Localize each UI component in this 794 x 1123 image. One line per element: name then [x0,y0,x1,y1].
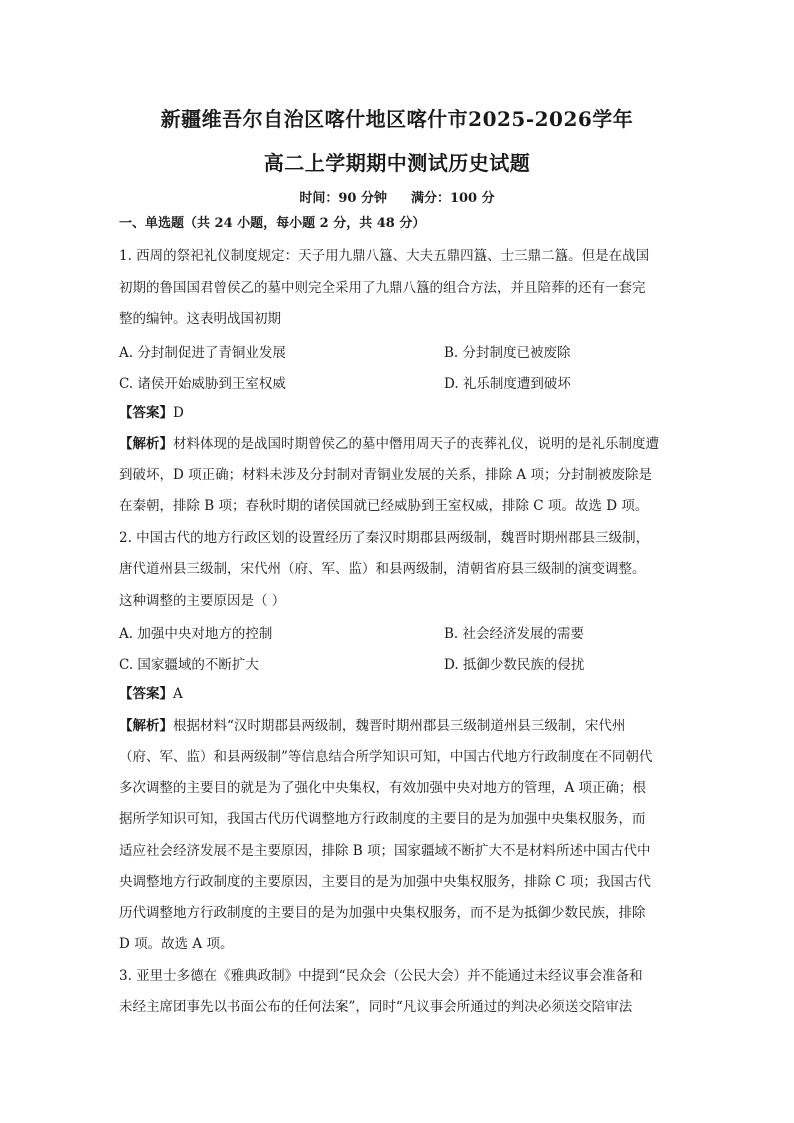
q2-analysis-line: 据所学知识可知，我国古代历代调整地方行政制度的主要目的是为加强中央集权服务，而 [119,811,646,827]
exam-score: 满分：100 分 [410,191,495,206]
exam-title-line-1: 新疆维吾尔自治区喀什地区喀什市2025-2026学年 [160,107,634,131]
q3-stem-line: 未经主席团事先以书面公布的任何法案”，同时“凡议事会所通过的判决必须送交陪审法 [119,999,633,1015]
exam-info [0,187,794,206]
q2-analysis-line: D 项。故选 A 项。 [119,936,234,952]
analysis-text: 材料体现的是战国时期曾侯乙的墓中僭用周天子的丧葬礼仪，说明的是礼乐制度遭 [173,436,659,452]
q1-analysis-line: 到破坏，D 项正确；材料未涉及分封制对青铜业发展的关系，排除 A 项；分封制被废除是 [119,467,652,483]
q3-stem-line: 3. 亚里士多德在《雅典政制》中提到“民众会（公民大会）并不能通过未经议事会准备和 [119,968,643,984]
q2-option-b: B. 社会经济发展的需要 [444,626,585,642]
q1-option-a: A. 分封制促进了青铜业发展 [119,345,286,361]
q2-answer [119,684,679,704]
analysis-label: 【解析】 [119,718,173,734]
q2-analysis-line: （府、军、监）和县两级制”等信息结合所学知识可知，中国古代地方行政制度在不同朝代 [119,749,653,765]
answer-label: 【答案】 [119,405,173,421]
q1-option-b: B. 分封制度已被废除 [444,345,571,361]
answer-label: 【答案】 [119,686,173,702]
q1-stem-line: 初期的鲁国国君曾侯乙的墓中则完全采用了九鼎八簋的组合方法，并且陪葬的还有一套完 [119,280,646,296]
q2-analysis-line: 多次调整的主要目的就是为了强化中央集权，有效加强中央对地方的管理，A 项正确；根 [119,780,647,796]
analysis-text: 根据材料“汉时期郡县两级制，魏晋时期州郡县三级制道州县三级制，宋代州 [173,718,626,734]
q2-option-d: D. 抵御少数民族的侵扰 [444,657,585,673]
q1-option-c: C. 诸侯开始威胁到王室权威 [119,376,286,392]
q2-stem-line: 唐代道州县三级制，宋代州（府、军、监）和县两级制，清朝省府县三级制的演变调整。 [119,561,646,577]
answer-value: D [173,405,184,421]
q1-stem-line: 整的编钟。这表明战国初期 [119,311,281,327]
q2-analysis-line [119,716,679,736]
q2-stem-line: 这种调整的主要原因是（ ） [119,593,286,609]
exam-title-line-2: 高二上学期期中测试历史试题 [263,151,531,175]
exam-time: 时间：90 分钟 [299,191,387,206]
q2-analysis-line: 适应社会经济发展不是主要原因，排除 B 项；国家疆域不断扩大不是材料所述中国古代中 [119,843,651,859]
section-heading: 一、单选题（共 24 小题，每小题 2 分，共 48 分） [119,216,426,231]
q2-analysis-line: 央调整地方行政制度的主要原因，主要目的是为加强中央集权服务，排除 C 项；我国古代 [119,874,651,890]
q2-option-c: C. 国家疆域的不断扩大 [119,657,259,673]
q2-option-a: A. 加强中央对地方的控制 [119,626,273,642]
answer-value: A [173,686,183,702]
q1-option-d: D. 礼乐制度遭到破坏 [444,376,571,392]
q1-stem-line: 1. 西周的祭祀礼仪制度规定：天子用九鼎八簋、大夫五鼎四簋、士三鼎二簋。但是在战国 [119,248,650,264]
q1-analysis-line [119,434,679,454]
q2-analysis-line: 历代调整地方行政制度的主要目的是为加强中央集权服务，而不是为抵御少数民族，排除 [119,905,646,921]
q2-stem-line: 2. 中国古代的地方行政区划的设置经历了秦汉时期郡县两级制，魏晋时期州郡县三级制， [119,530,650,546]
q1-answer [119,403,679,423]
q1-analysis-line: 在秦朝，排除 B 项；春秋时期的诸侯国就已经威胁到王室权威，排除 C 项。故选 D 项。 [119,498,649,514]
analysis-label: 【解析】 [119,436,173,452]
